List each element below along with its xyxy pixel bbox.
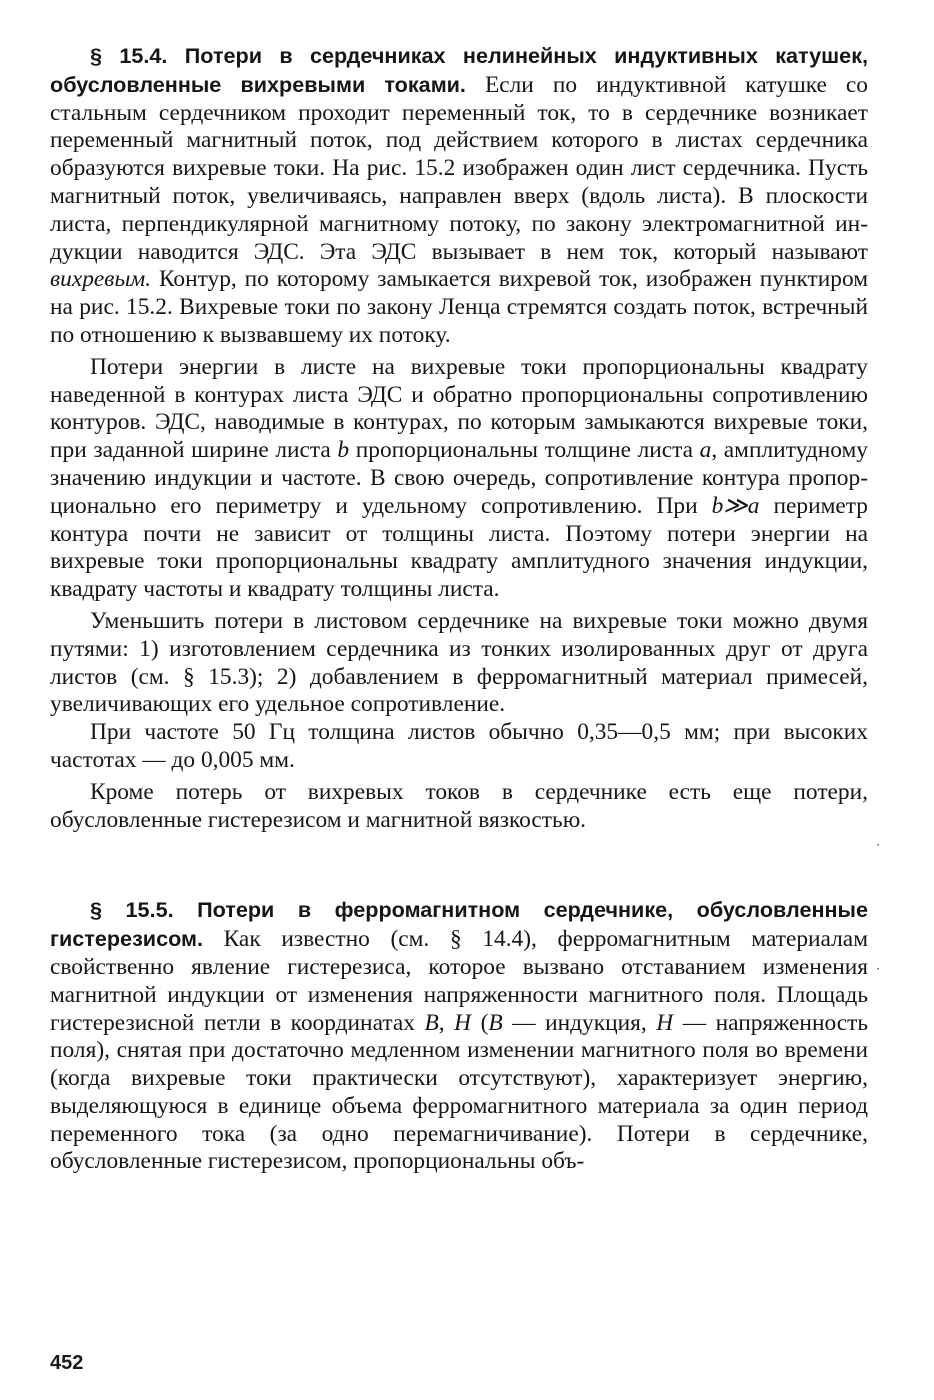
section-15-4-p2-text-c: , амплитудному значению индукции и частоте. В свою очередь, сопротивление контура пропорционально его периметру и удельному сопротивлению. При: [50, 437, 868, 519]
section-15-4-p1-emphasis: вихревым.: [50, 266, 152, 293]
section-15-4-paragraph-4: При частоте 50 Гц толщина листов обычно 0,35—0,5 мм; при высоких частотах — до 0,005 мм.: [50, 719, 868, 773]
section-15-4-heading: § 15.4. Потери в сердечниках нелинейных индуктивных катушек, обусловленные вихревыми токами.: [50, 43, 868, 97]
section-15-5-p1-text-c: — индукция,: [502, 1009, 657, 1036]
symbol-a: a: [699, 437, 712, 464]
section-15-5-p1-text-d: — напряженность поля), снятая при достаточно медленном изменении магнитного поля во времени (когда вихревые токи практически отсутствуют), характеризует энергию, выделяющуюся в единице объема ферромагнитного материала за один период переменного тока (за одно перемагничивание). Потери в сердечнике, обусловленные гистерезисом, пропорциональны объ-: [50, 1009, 869, 1175]
section-15-4-p1-text-a: Если по индуктивной катушке со стальным сердечником проходит переменный ток, то в сердечнике возникает переменный магнитный поток, под действием которого в листах сердечника образуются вихревые токи. На рис. 15.2 изображен один лист сердечника. Пусть магнитный поток, увеличиваясь, направлен вверх (вдоль листа). В плоскости листа, перпендикулярной магнитному потоку, по закону электромагнитной индукции наводится ЭДС. Эта ЭДС вызывает в нем ток, который называют: [50, 71, 868, 265]
section-15-5-paragraph-1: [50, 896, 868, 1176]
section-15-4-p2-text-b: пропорциональны толщине листа: [349, 437, 700, 464]
symbol-H: H: [454, 1009, 472, 1036]
section-15-4-p1-text-b: Контур, по которому замыкается вихревой ток, изображен пунктиром на рис. 15.2. Вихревые токи по закону Ленца стремятся создать поток, встречный по отношению к вызвавшему их потоку.: [50, 266, 868, 348]
section-15-4-paragraph-5: Кроме потерь от вихревых токов в сердечнике есть еще потери, обусловленные гистерезисом и магнитной вязкостью.: [50, 778, 868, 833]
section-15-5-p1-text-b: (: [471, 1009, 489, 1036]
section-15-4-p2-text-a: Потери энергии в листе на вихревые токи пропорциональны квадрату наведенной в контурах листа ЭДС и обратно пропорциональны сопротивлению контуров. ЭДС, наводимые в контурах, по которым замыкаются вихревые токи, при заданной ширине листа: [50, 353, 868, 464]
margin-scan-artifact: ·: [876, 962, 881, 977]
section-15-5-p1-text-a: Как известно (см. § 14.4), ферромагнитным материалам свойственно явление гистерезиса, которое вызвано отставанием изменения магнитной индукции от изменения напряженности магнитного поля. Площадь гистерезисной петли в координатах: [50, 926, 868, 1036]
section-15-4-p2-text-d: периметр контура почти не зависит от толщины листа. Поэтому потери энергии на вихревые токи пропорциональны квадрату амплитудного значения индукции, квадрату частоты и квадрату толщины листа.: [50, 492, 868, 603]
page-number: 452: [50, 1352, 84, 1374]
condition-b-much-greater-a: b≫a: [711, 492, 760, 519]
symbol-B: B: [424, 1009, 439, 1036]
section-15-4-paragraph-2: [50, 354, 868, 604]
margin-scan-artifact: ·: [876, 838, 881, 853]
section-15-4-paragraph-1: [50, 42, 868, 350]
symbol-H-definition: H: [656, 1009, 674, 1036]
section-15-5-heading: § 15.5. Потери в ферромагнитном сердечнике, обусловленные гистерезисом.: [50, 897, 868, 952]
symbol-separator: ,: [438, 1009, 455, 1036]
book-page: [50, 42, 868, 1176]
symbol-b: b: [337, 437, 350, 464]
section-15-4-paragraph-3: Уменьшить потери в листовом сердечнике на вихревые токи можно двумя путями: 1) изготовлением сердечника из тонких изолированных друг от друга листов (см. § 15.3); 2) добавлением в ферромагнитный материал примесей, увеличивающих его удельное сопротивление.: [50, 607, 868, 718]
symbol-B-definition: B: [488, 1009, 503, 1036]
